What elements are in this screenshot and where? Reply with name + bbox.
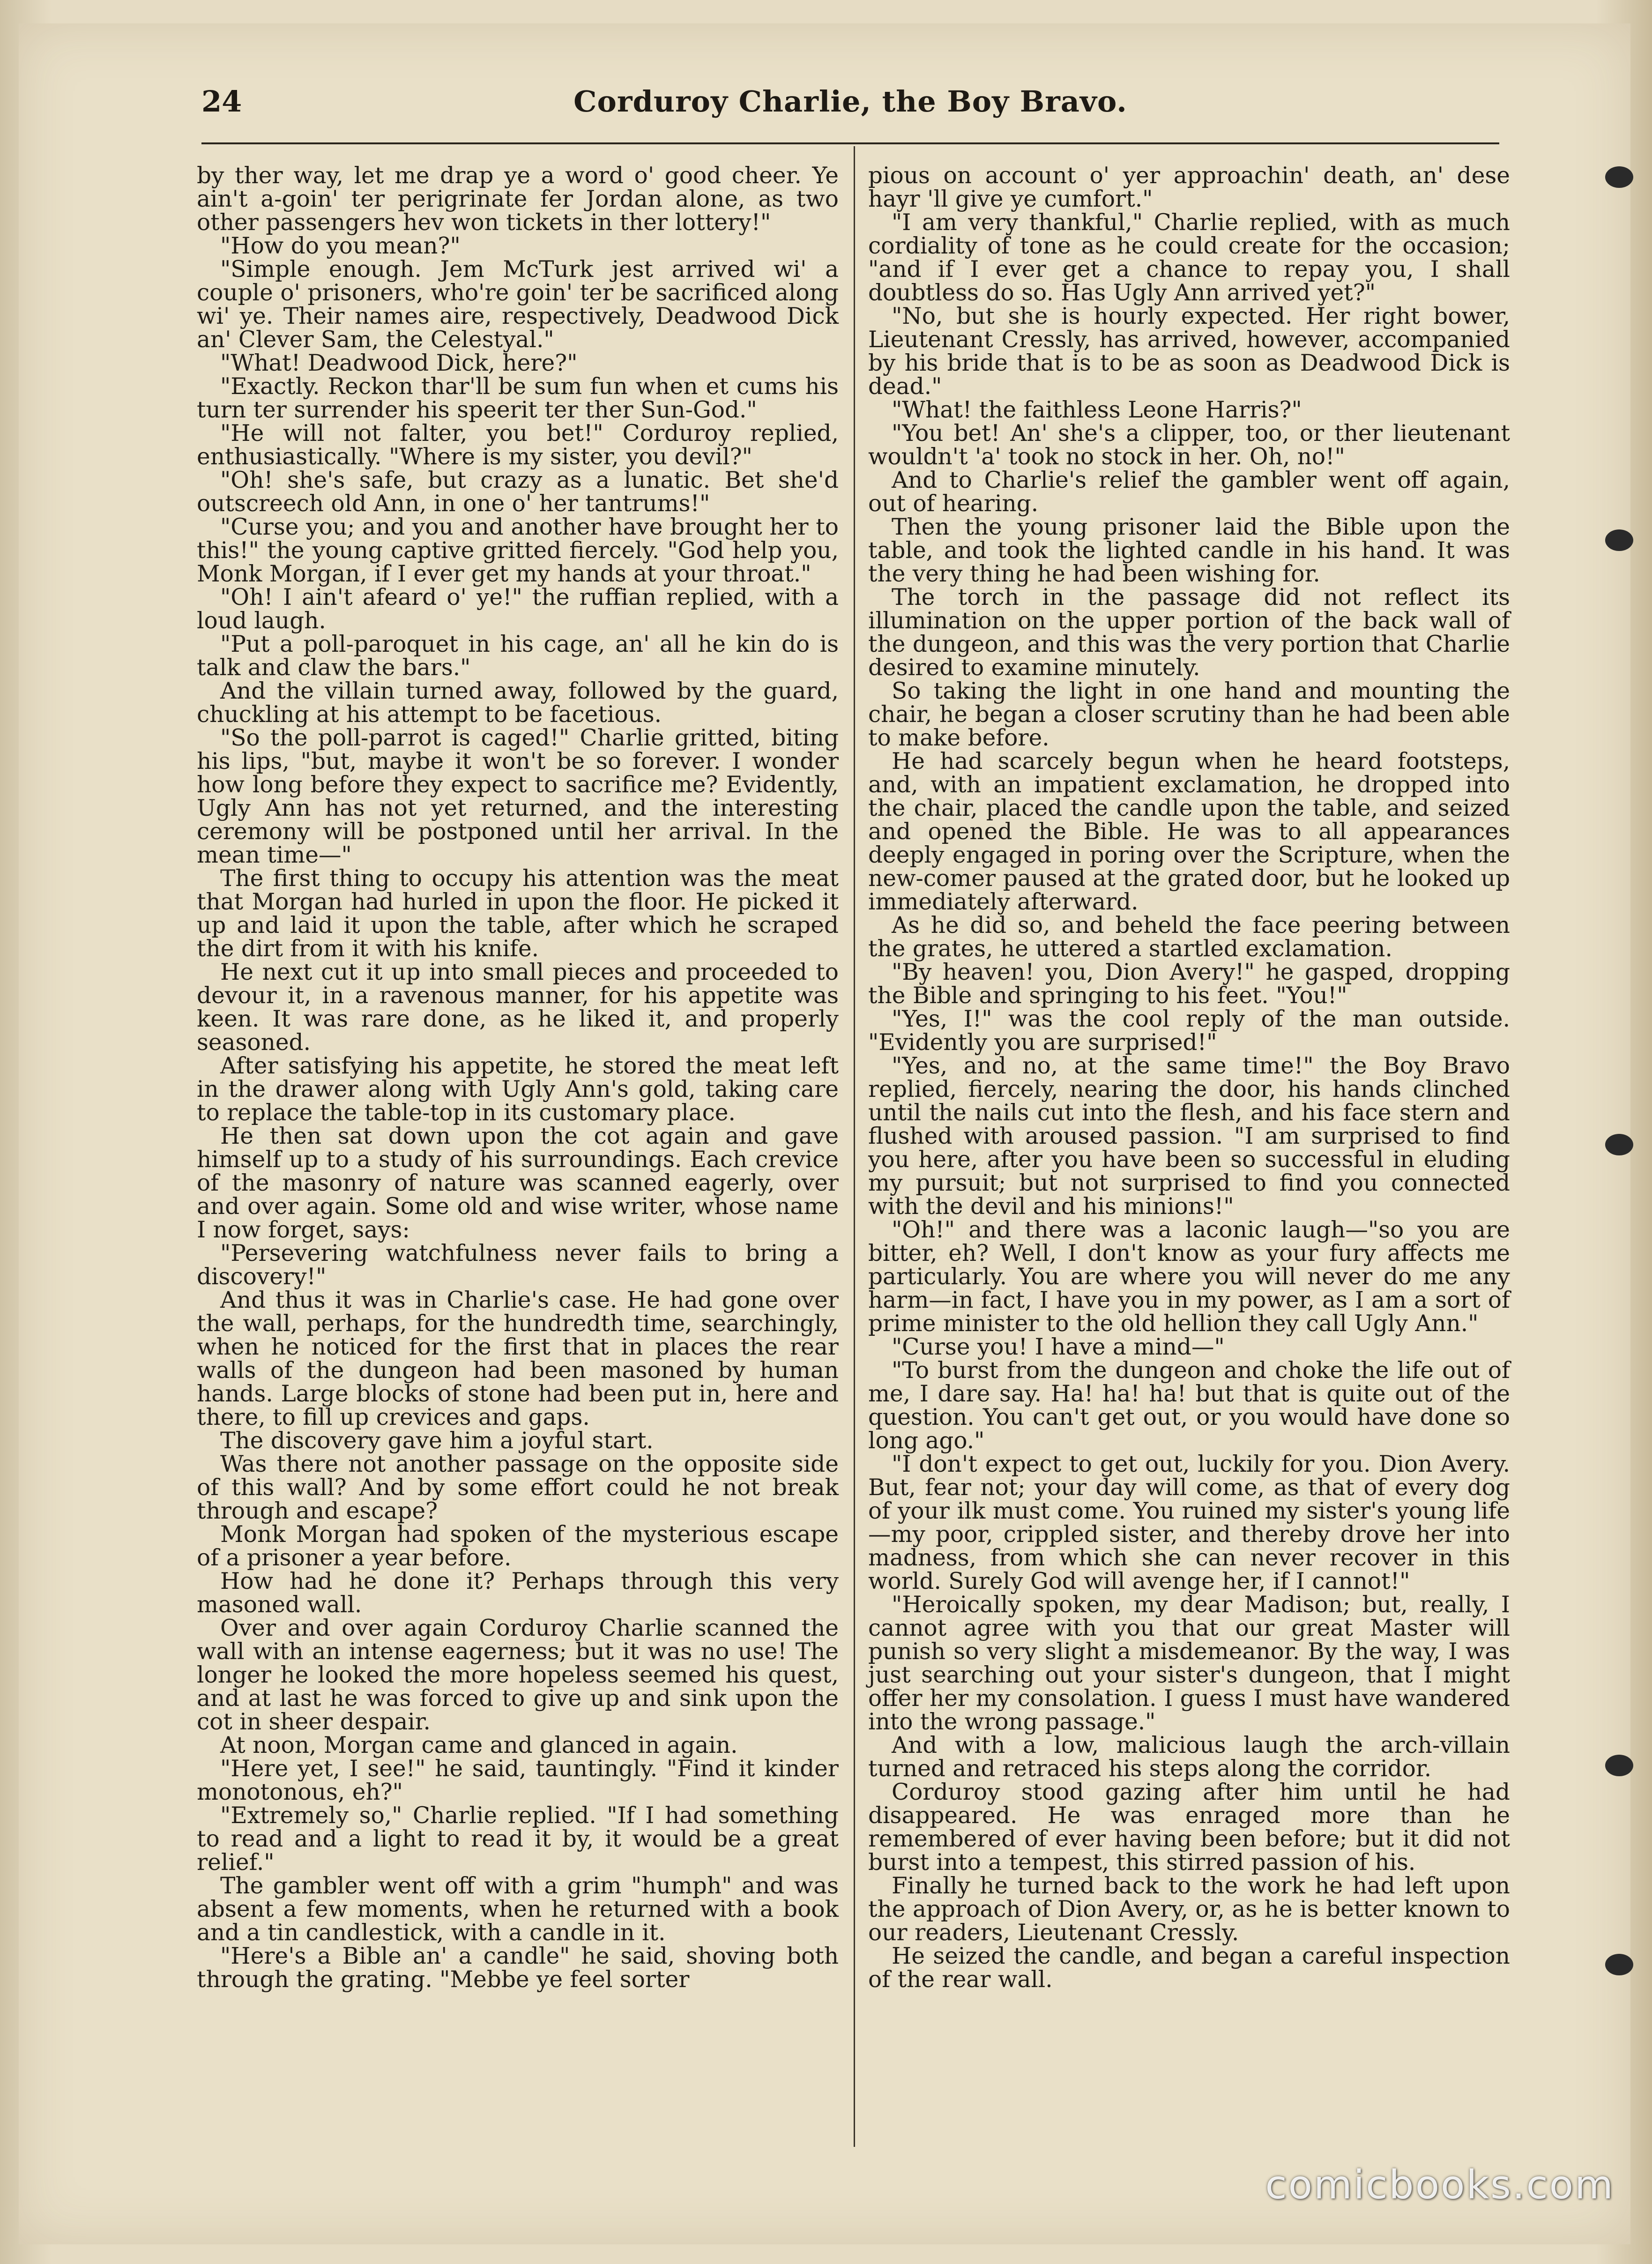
paragraph: pious on account o' yer approachin' death, an' dese hayr 'll give ye cumfort.": [868, 163, 1510, 212]
paragraph: Then the young prisoner laid the Bible upon the table, and took the lighted candle in his hand. It was the very thing he had been wishing for.: [868, 514, 1510, 587]
paragraph: And thus it was in Charlie's case. He had gone over the wall, perhaps, for the hundredth time, searchingly, when he noticed for the first that in places the rear walls of the dungeon had been masoned by human hands. Large blocks of stone had been put in, here and there, to fill up crevices and gaps.: [197, 1287, 839, 1430]
paragraph: The torch in the passage did not reflect its illumination on the upper portion of the back wall of the dungeon, and this was the very portion that Charlie desired to examine minutely.: [868, 584, 1510, 681]
paragraph: by ther way, let me drap ye a word o' good cheer. Ye ain't a-goin' ter perigrinate fer Jordan alone, as two other passengers hev won tickets in ther lottery!": [197, 163, 839, 236]
paragraph: "Heroically spoken, my dear Madison; but, really, I cannot agree with you that our great Master will punish so very slight a misdemeanor. By the way, I was just searching out your sister's dungeon, that I might offer her my consolation. I guess I must have wandered into the wrong passage.": [868, 1592, 1510, 1735]
paragraph: At noon, Morgan came and glanced in again.: [220, 1732, 738, 1758]
paragraph: And with a low, malicious laugh the arch-villain turned and retraced his steps along the corridor.: [868, 1732, 1510, 1782]
paragraph: "How do you mean?": [220, 233, 461, 259]
paragraph: "Oh! she's safe, but crazy as a lunatic. Bet she'd outscreech old Ann, in one o' her tantrums!": [197, 467, 839, 517]
watermark: comicbooks.com: [1265, 2162, 1615, 2208]
paragraph: How had he done it? Perhaps through this very masoned wall.: [197, 1568, 839, 1618]
paragraph: The discovery gave him a joyful start.: [220, 1428, 654, 1454]
paragraph: Finally he turned back to the work he had left upon the approach of Dion Avery, or, as he is better known to our readers, Lieutenant Cressly.: [868, 1873, 1510, 1946]
paragraph: "You bet! An' she's a clipper, too, or ther lieutenant wouldn't 'a' took no stock in her. Oh, no!": [868, 420, 1510, 470]
column-divider: [854, 146, 855, 2147]
binding-hole-1: [1605, 166, 1633, 188]
paragraph: "So the poll-parrot is caged!" Charlie gritted, biting his lips, "but, maybe it won't be so forever. I wonder how long before they expect to sacrifice me? Evidently, Ugly Ann has not yet returned, and the interesting ceremony will be postponed until her arrival. In the mean time—": [197, 725, 839, 868]
paragraph: "Here's a Bible an' a candle" he said, shoving both through the grating. "Mebbe ye feel sorter: [197, 1943, 839, 1993]
paragraph: "What! Deadwood Dick, here?": [220, 350, 578, 376]
paragraph: "Exactly. Reckon thar'll be sum fun when et cums his turn ter surrender his speerit ter ther Sun-God.": [197, 373, 839, 423]
paragraph: "Oh!" and there was a laconic laugh—"so you are bitter, eh? Well, I don't know as your fury affects me particularly. You are where you will never do me any harm—in fact, I have you in my power, as I am a sort of prime minister to the old hellion they call Ugly Ann.": [868, 1217, 1510, 1337]
binding-hole-4: [1605, 1755, 1633, 1776]
paragraph: The gambler went off with a grim "humph" and was absent a few moments, when he returned with a book and a tin candlestick, with a candle in it.: [197, 1873, 839, 1946]
binding-hole-3: [1605, 1134, 1633, 1155]
paragraph: He had scarcely begun when he heard footsteps, and, with an impatient exclamation, he dropped into the chair, placed the candle upon the table, and seized and opened the Bible. He was to all appearances deeply engaged in poring over the Scripture, when the new-comer paused at the grated door, but he looked up immediately afterward.: [868, 748, 1510, 915]
paragraph: He next cut it up into small pieces and proceeded to devour it, in a ravenous manner, for his appetite was keen. It was rare done, as he liked it, and properly seasoned.: [197, 959, 839, 1056]
paragraph: "Extremely so," Charlie replied. "If I had something to read and a light to read it by, it would be a great relief.": [197, 1802, 839, 1876]
text-column-left: [197, 164, 839, 1991]
binding-hole-5: [1605, 1954, 1633, 1975]
paragraph: "By heaven! you, Dion Avery!" he gasped, dropping the Bible and springing to his feet. "You!": [868, 959, 1510, 1009]
paragraph: "I don't expect to get out, luckily for you. Dion Avery. But, fear not; your day will come, as that of every dog of your ilk must come. You ruined my sister's young life—my poor, crippled sister, and thereby drove her into madness, from which she can never recover in this world. Surely God will avenge her, if I cannot!": [868, 1451, 1510, 1594]
paragraph: He seized the candle, and began a careful inspection of the rear wall.: [868, 1943, 1510, 1993]
page-header: [201, 80, 1499, 136]
paragraph: "Curse you; and you and another have brought her to this!" the young captive gritted fiercely. "God help you, Monk Morgan, if I ever get my hands at your throat.": [197, 514, 839, 587]
paragraph: As he did so, and beheld the face peering between the grates, he uttered a startled exclamation.: [868, 912, 1510, 962]
paragraph: "Put a poll-paroquet in his cage, an' all he kin do is talk and claw the bars.": [197, 631, 839, 681]
paragraph: "What! the faithless Leone Harris?": [892, 397, 1302, 423]
binding-hole-2: [1605, 529, 1633, 551]
paragraph: "Yes, I!" was the cool reply of the man outside. "Evidently you are surprised!": [868, 1006, 1510, 1056]
running-title: Corduroy Charlie, the Boy Bravo.: [573, 84, 1127, 119]
paragraph: "Oh! I ain't afeard o' ye!" the ruffian replied, with a loud laugh.: [197, 584, 839, 634]
paragraph: Corduroy stood gazing after him until he had disappeared. He was enraged more than he remembered of ever having been before; but it did not burst into a tempest, this stirred passion of his.: [868, 1779, 1510, 1876]
paragraph: Monk Morgan had spoken of the mysterious escape of a prisoner a year before.: [197, 1521, 839, 1571]
text-column-right: [868, 164, 1510, 1991]
paragraph: Was there not another passage on the opposite side of this wall? And by some effort could he not break through and escape?: [197, 1451, 839, 1524]
paragraph: So taking the light in one hand and mounting the chair, he began a closer scrutiny than he had been able to make before.: [868, 678, 1510, 751]
paragraph: The first thing to occupy his attention was the meat that Morgan had hurled in upon the floor. He picked it up and laid it upon the table, after which he scraped the dirt from it with his knife.: [197, 865, 839, 962]
paragraph: "Simple enough. Jem McTurk jest arrived wi' a couple o' prisoners, who're goin' ter be sacrificed along wi' ye. Their names aire, respectively, Deadwood Dick an' Clever Sam, the Celestyal.": [197, 256, 839, 353]
paragraph: He then sat down upon the cot again and gave himself up to a study of his surroundings. Each crevice of the masonry of nature was scanned eagerly, over and over again. Some old and wise writer, whose name I now forget, says:: [197, 1123, 839, 1243]
header-rule: [201, 142, 1499, 144]
paragraph: "Persevering watchfulness never fails to bring a discovery!": [197, 1240, 839, 1290]
paragraph: Over and over again Corduroy Charlie scanned the wall with an intense eagerness; but it was no use! The longer he looked the more hopeless seemed his quest, and at last he was forced to give up and sink upon the cot in sheer despair.: [197, 1615, 839, 1735]
paragraph: "I am very thankful," Charlie replied, with as much cordiality of tone as he could create for the occasion; "and if I ever get a chance to repay you, I shall doubtless do so. Has Ugly Ann arrived yet?": [868, 209, 1510, 306]
paragraph: "Curse you! I have a mind—": [892, 1334, 1225, 1360]
paragraph: And to Charlie's relief the gambler went off again, out of hearing.: [868, 467, 1510, 517]
paragraph: "Here yet, I see!" he said, tauntingly. "Find it kinder monotonous, eh?": [197, 1756, 839, 1805]
page-number: 24: [201, 84, 242, 119]
paragraph: After satisfying his appetite, he stored the meat left in the drawer along with Ugly Ann's gold, taking care to replace the table-top in its customary place.: [197, 1053, 839, 1126]
paragraph: "Yes, and no, at the same time!" the Boy Bravo replied, fiercely, nearing the door, his hands clinched until the nails cut into the flesh, and his face stern and flushed with aroused passion. "I am surprised to find you here, after you have been so successful in eluding my pursuit; but not surprised to find you connected with the devil and his minions!": [868, 1053, 1510, 1220]
paragraph: "To burst from the dungeon and choke the life out of me, I dare say. Ha! ha! ha! but that is quite out of the question. You can't get out, or you would have done so long ago.": [868, 1357, 1510, 1454]
paragraph: "He will not falter, you bet!" Corduroy replied, enthusiastically. "Where is my sister, you devil?": [197, 420, 839, 470]
paragraph: And the villain turned away, followed by the guard, chuckling at his attempt to be facetious.: [197, 678, 839, 728]
paragraph: "No, but she is hourly expected. Her right bower, Lieutenant Cressly, has arrived, however, accompanied by his bride that is to be as soon as Deadwood Dick is dead.": [868, 303, 1510, 400]
